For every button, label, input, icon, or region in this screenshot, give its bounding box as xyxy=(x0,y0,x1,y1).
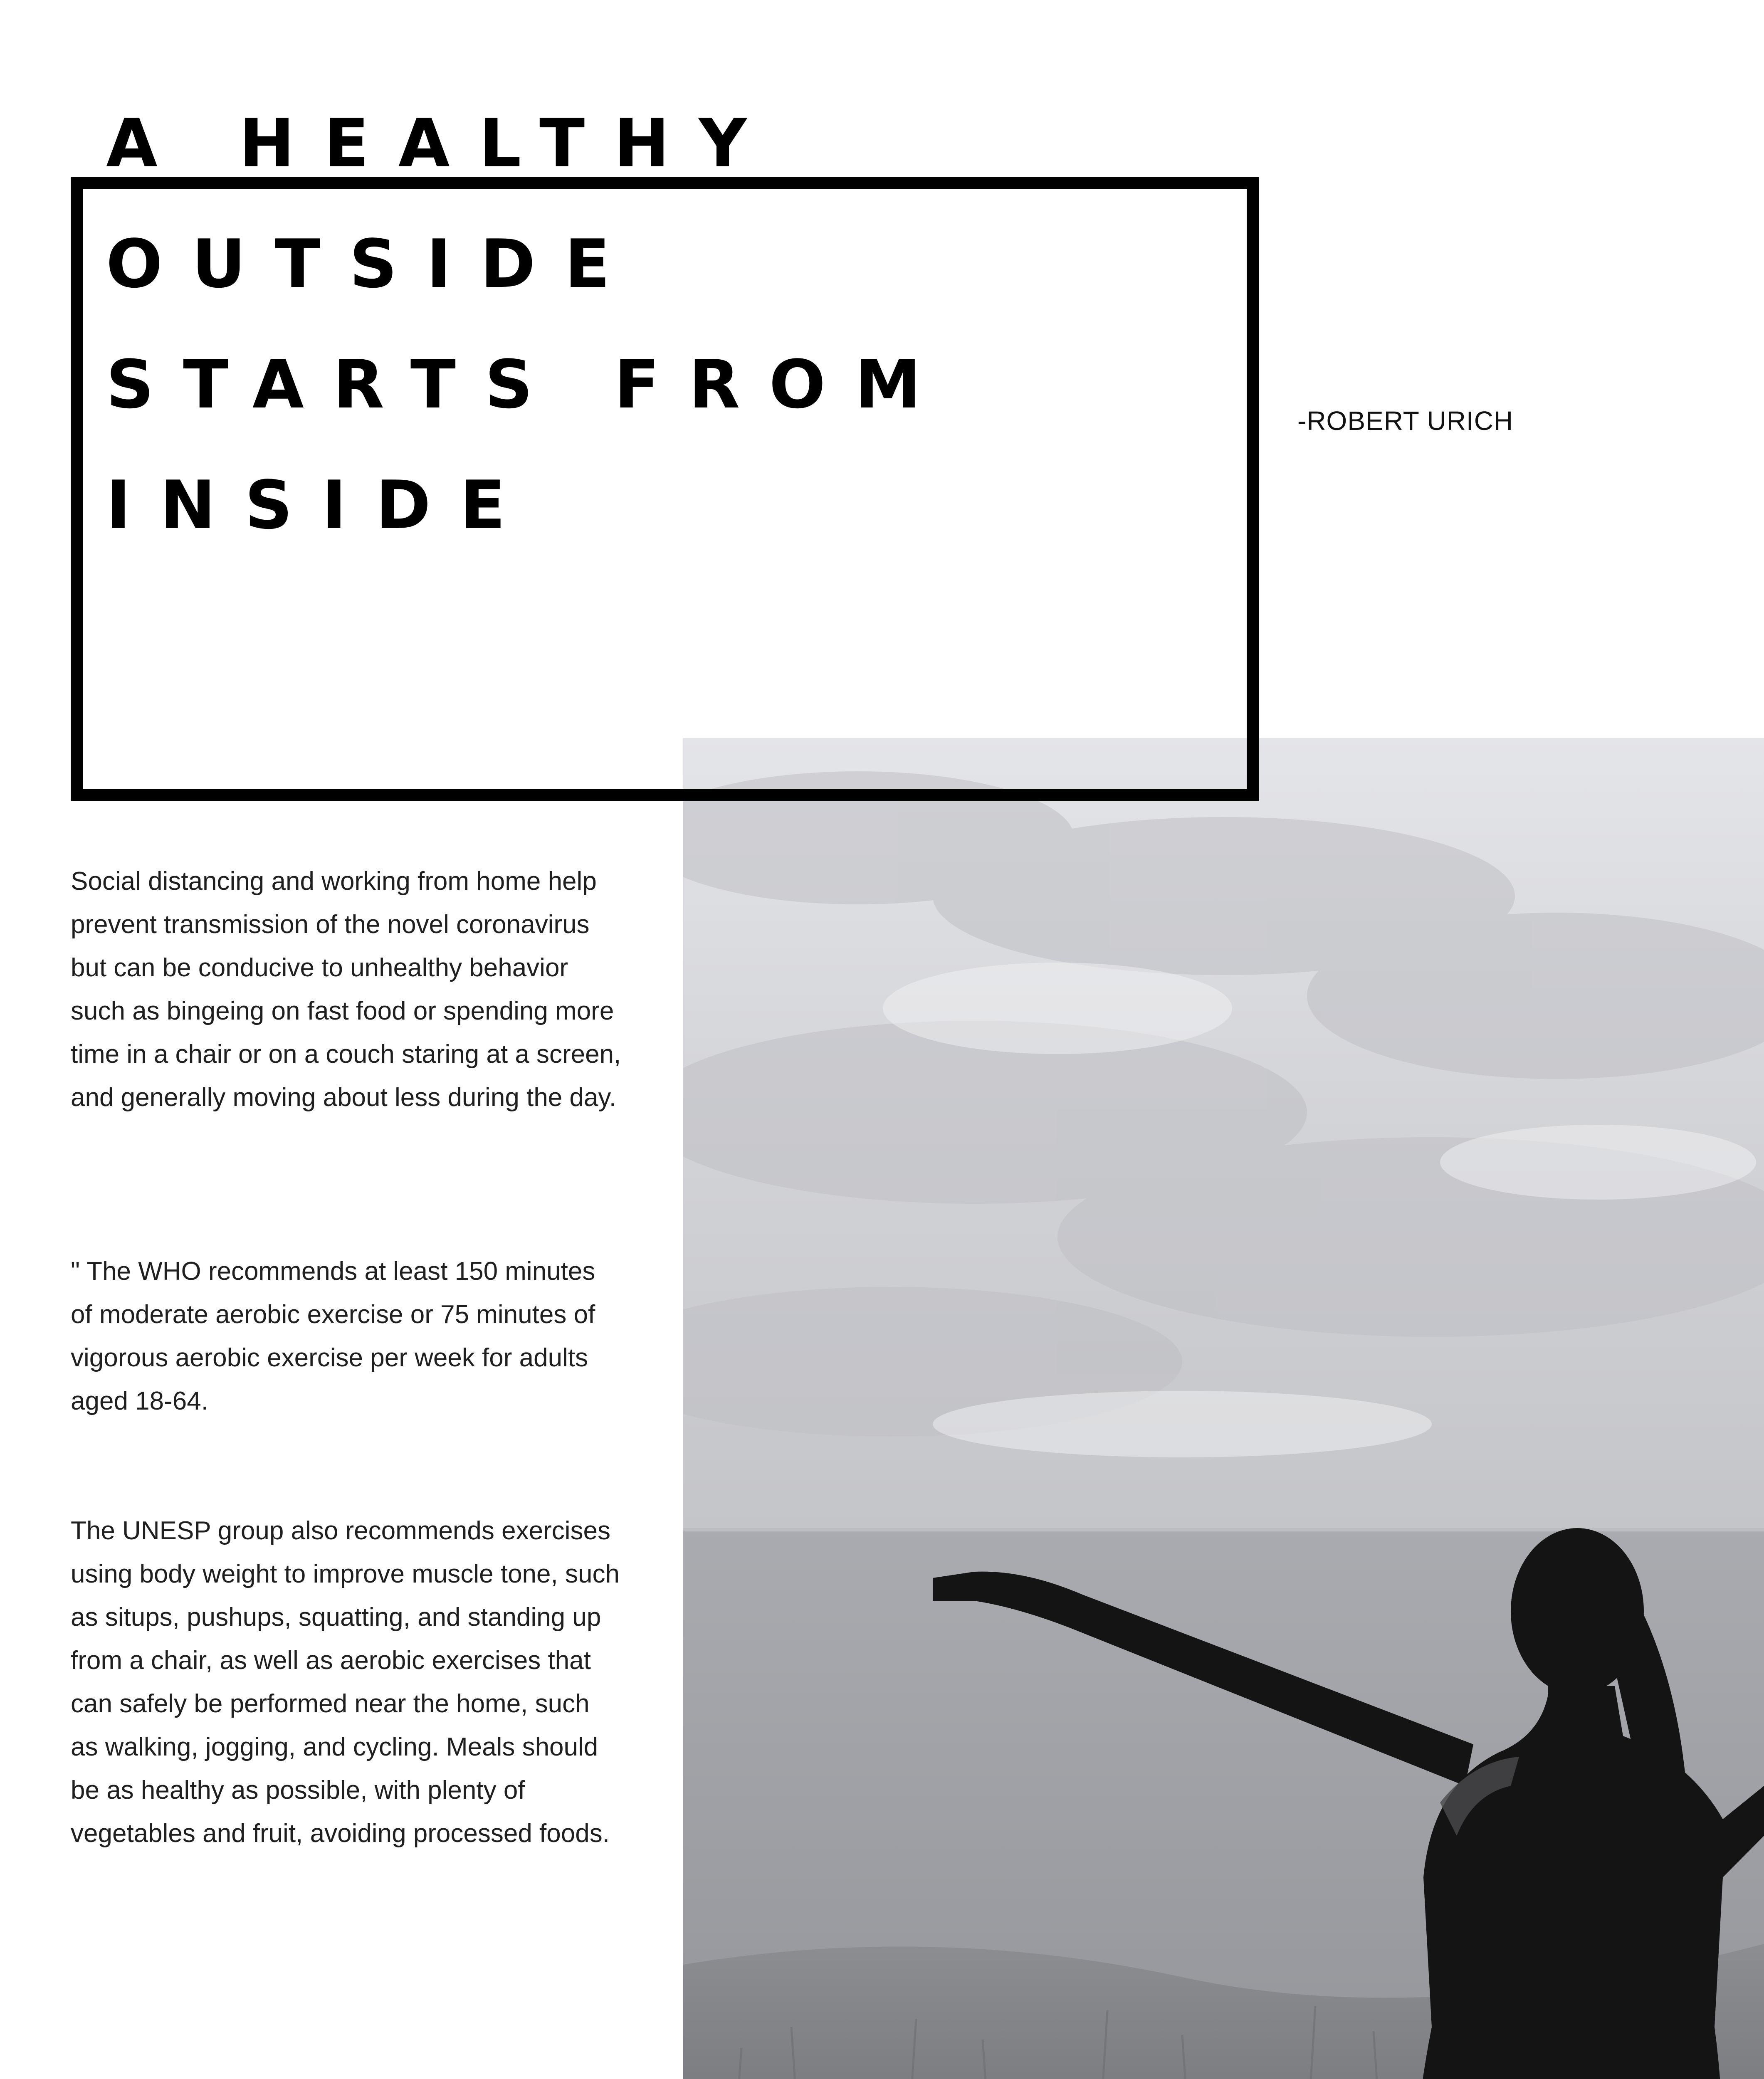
article-paragraph-2: " The WHO recommends at least 150 minutes of moderate aerobic exercise or 75 minutes of vigorous aerobic exercise per week for adults aged 18-64. xyxy=(71,1257,595,1415)
article-paragraph-3: The UNESP group also recommends exercises using body weight to improve muscle tone, such as situps, pushups, squatting, and standing up from a chair, as well as aerobic exercises that can safely be performed near the home, such as walking, jogging, and cycling. Meals should be as healthy as possible, with plenty of vegetables and fruit, avoiding processed foods. xyxy=(71,1516,620,1848)
article-paragraph-1: Social distancing and working from home help prevent transmission of the novel coronavirus but can be conducive to unhealthy behavior such as bingeing on fast food or spending more time in a chair or on a couch staring at a screen, and generally moving about less during the day. xyxy=(71,867,621,1112)
hero-photo xyxy=(683,738,1764,2079)
quote-author: -ROBERT URICH xyxy=(1297,406,1514,436)
photo-illustration xyxy=(683,738,1764,2079)
quote-title: A HEALTHY OUTSIDE STARTS FROM INSIDE xyxy=(106,104,950,544)
